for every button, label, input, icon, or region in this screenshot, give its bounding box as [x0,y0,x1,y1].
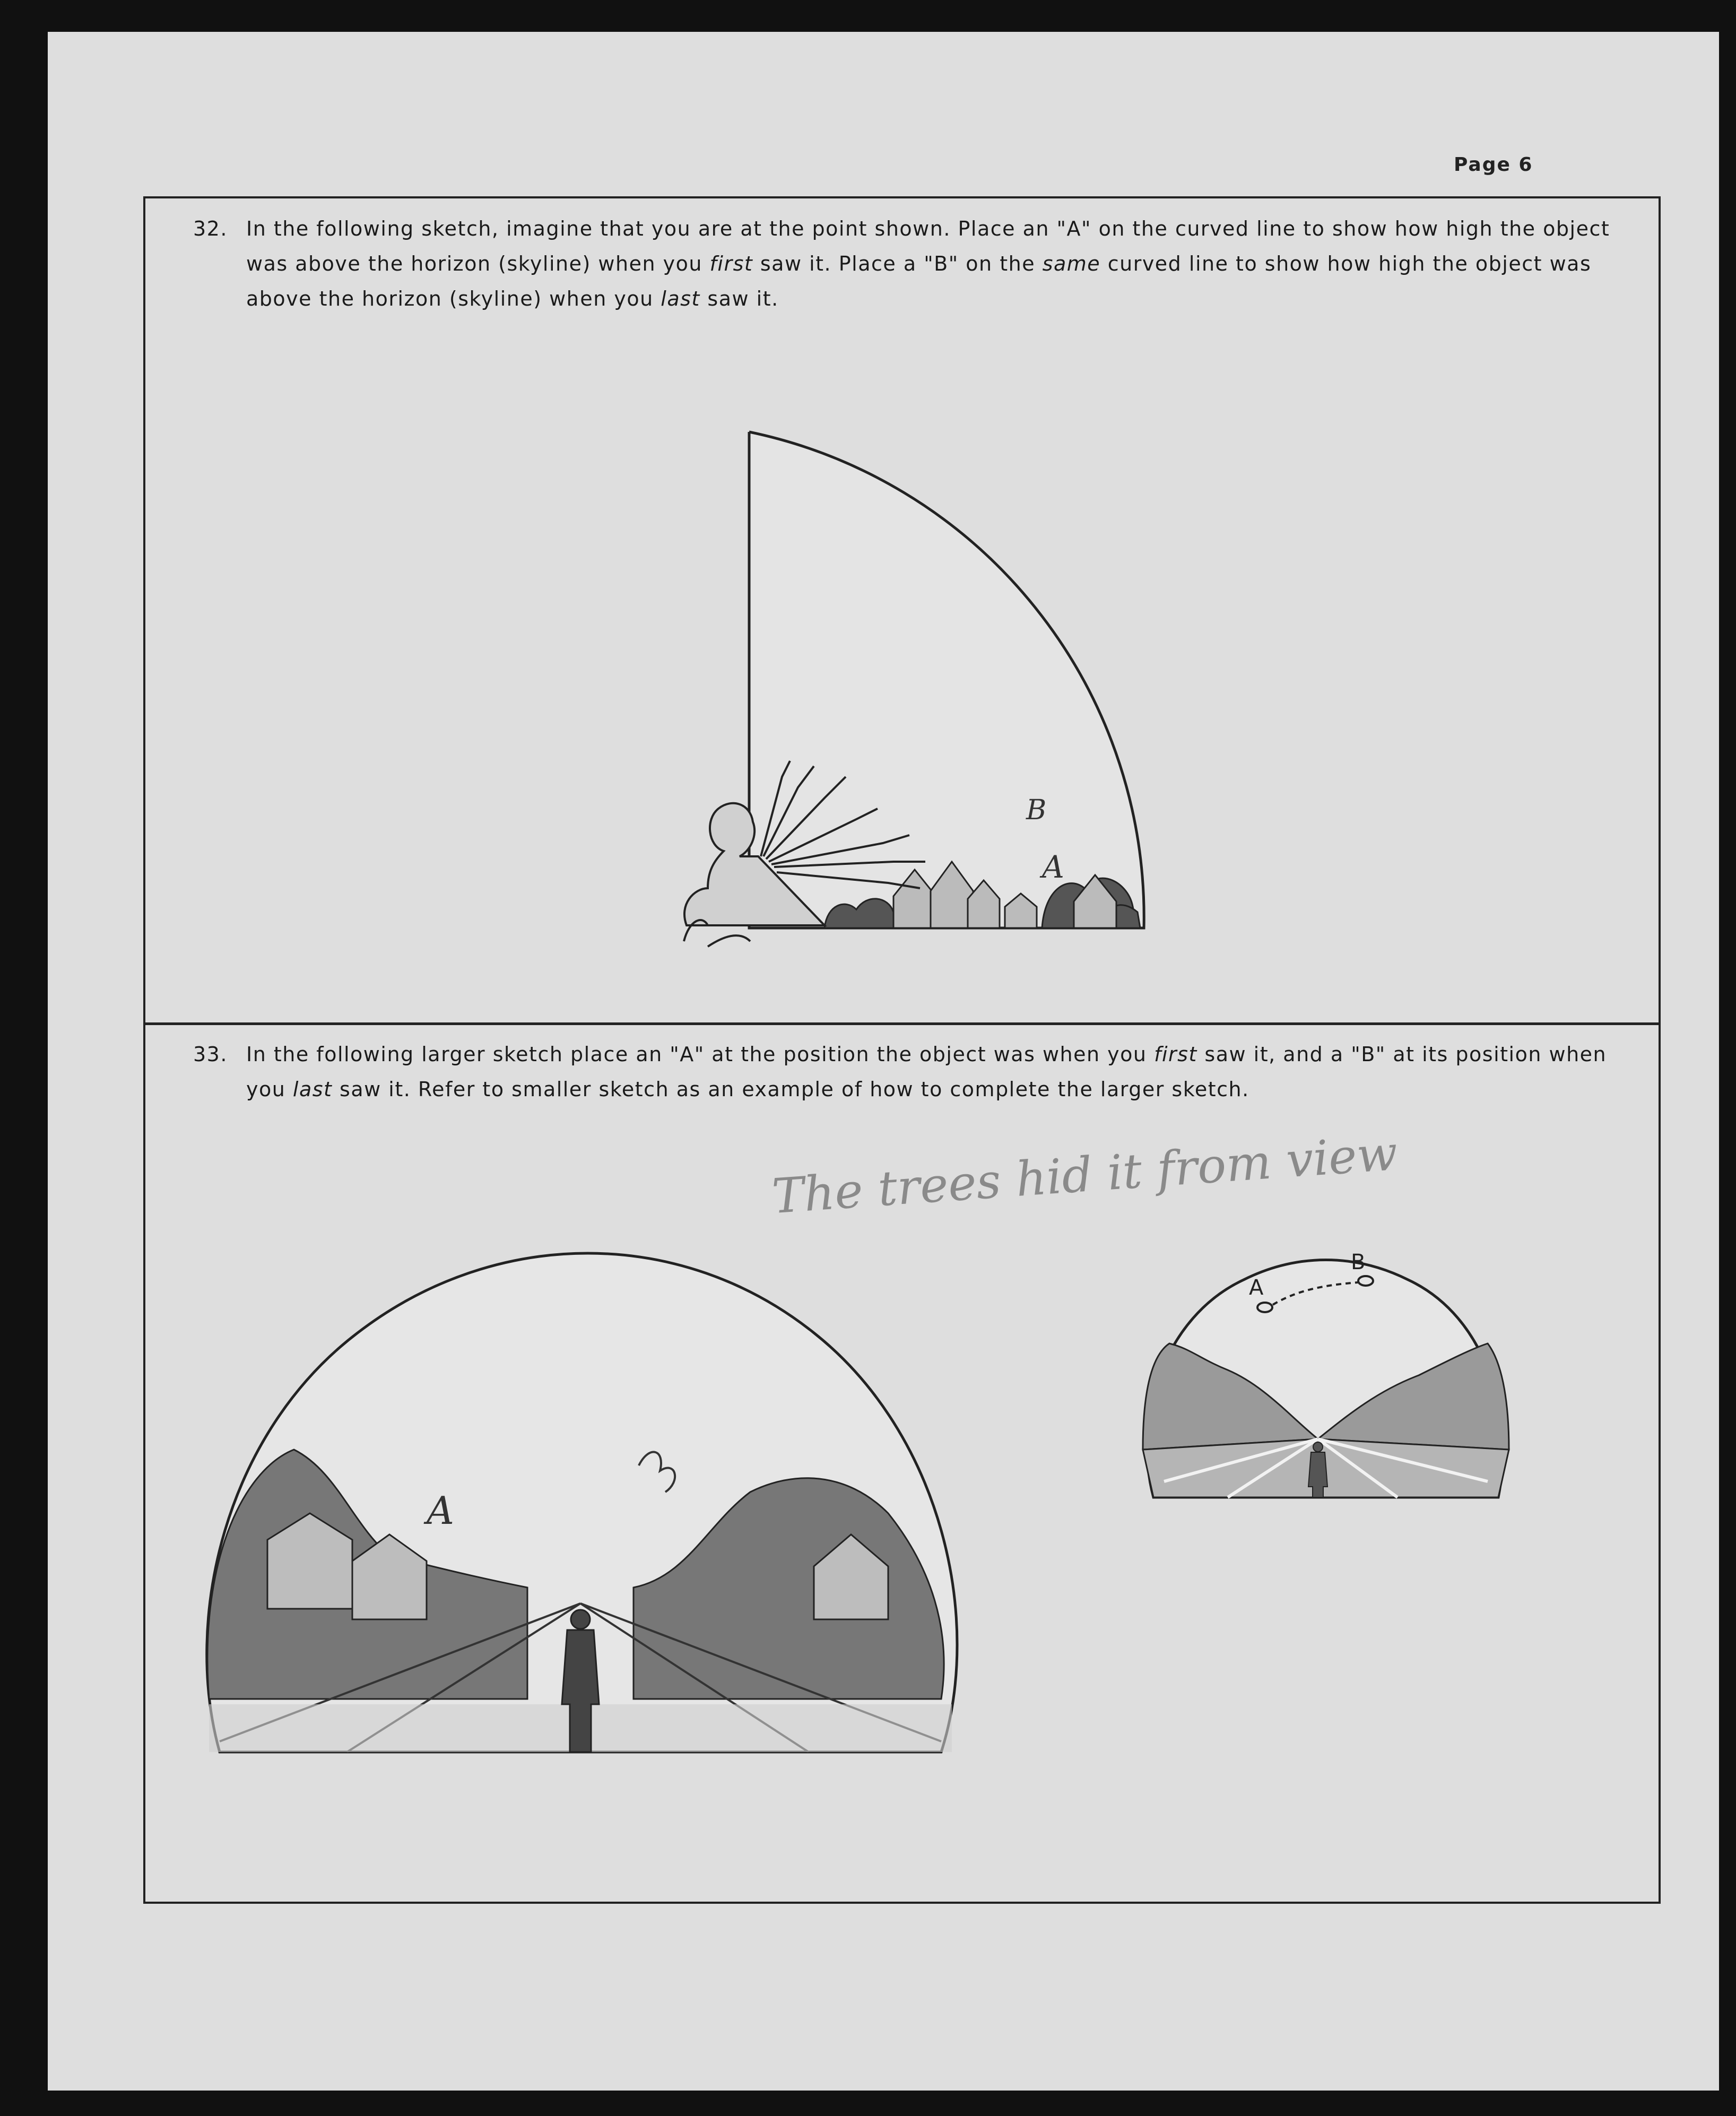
question-33-panel [143,1023,1661,1904]
question-32-panel [143,196,1661,1024]
question-32-text: In the following sketch, imagine that you are at the point shown. Place an "A" on the curved line to show how high the object was above the horizon (skyline) when you first saw it. Place a "B" on the same curved line to show how high the object was above the horizon (skyline) when you last saw it. [246,217,1610,310]
example-label-b: B [1351,1250,1366,1274]
example-street-sketch [1122,1237,1525,1534]
answer-mark-a: A [427,1488,454,1533]
quarter-circle-sketch [549,395,1185,989]
question-33-number: 33. [193,1043,228,1066]
large-street-sketch [177,1195,984,1779]
question-33-text: In the following larger sketch place an "A" at the position the object was when you first saw it, and a "B" at its position when you last saw it. Refer to smaller sketch as an example of how to complete the larger sketch. [246,1043,1607,1101]
questionnaire-page [48,32,1719,2091]
example-label-a: A [1249,1276,1264,1300]
answer-mark-b: B [1026,794,1047,826]
question-32-number: 32. [193,217,228,240]
handwritten-note: The trees hid it from view [770,1125,1400,1225]
answer-mark-a: A [1042,849,1064,885]
page-number: Page 6 [1454,154,1533,176]
